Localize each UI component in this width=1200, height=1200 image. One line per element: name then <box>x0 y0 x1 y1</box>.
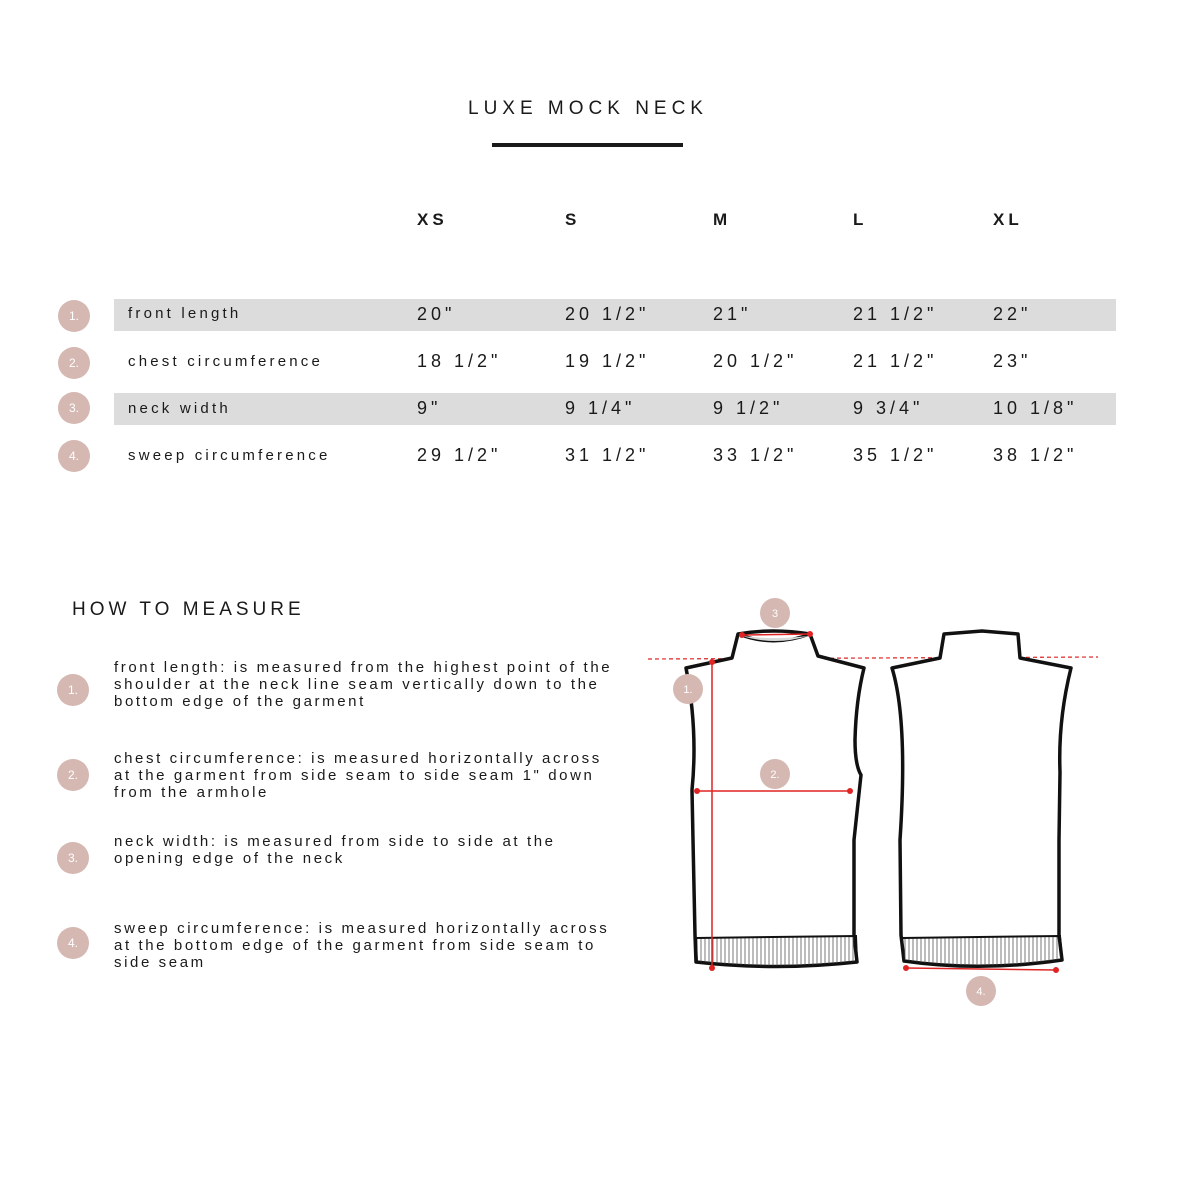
diagram-badge-sweep <box>966 976 996 1006</box>
cell-value: 29 1/2" <box>417 445 502 465</box>
cell-value: 20 1/2" <box>565 304 650 324</box>
cell-value: 9 1/4" <box>565 398 636 418</box>
svg-text:1.: 1. <box>683 684 693 696</box>
cell-value: 23" <box>993 351 1032 371</box>
diagram-badge-chest <box>760 759 790 789</box>
instruction-number-badge: 2. <box>57 759 89 791</box>
page-title: LUXE MOCK NECK <box>468 98 708 119</box>
instruction-front-length: front length: is measured from the highest point of the shoulder at the neck line seam vertically down to the bottom edge of the garment <box>114 659 613 710</box>
instruction-number-badge: 4. <box>57 927 89 959</box>
size-header-m: M <box>713 210 732 229</box>
instruction-sweep-circumference: sweep circumference: is measured horizontally across at the bottom edge of the garment from side seam to side seam <box>114 920 610 971</box>
cell-value: 20" <box>417 304 456 324</box>
cell-value: 35 1/2" <box>853 445 938 465</box>
cell-value: 10 1/8" <box>993 398 1078 418</box>
row-label-front-length: front length <box>128 305 242 322</box>
cell-value: 38 1/2" <box>993 445 1078 465</box>
row-number-badge: 3. <box>58 392 90 424</box>
cell-value: 20 1/2" <box>713 351 798 371</box>
row-number-badge: 1. <box>58 300 90 332</box>
cell-value: 18 1/2" <box>417 351 502 371</box>
svg-text:3: 3 <box>771 608 779 620</box>
size-header-l: L <box>853 210 868 229</box>
cell-value: 22" <box>993 304 1032 324</box>
row-label-sweep-circumference: sweep circumference <box>128 447 331 464</box>
row-label-chest-circumference: chest circumference <box>128 353 324 370</box>
cell-value: 33 1/2" <box>713 445 798 465</box>
instruction-number-badge: 1. <box>57 674 89 706</box>
instruction-neck-width: neck width: is measured from side to side at the opening edge of the neck <box>114 833 556 867</box>
cell-value: 21 1/2" <box>853 351 938 371</box>
back-garment-outline <box>892 631 1071 966</box>
svg-text:2.: 2. <box>770 769 780 781</box>
how-to-measure-heading: HOW TO MEASURE <box>72 599 305 620</box>
diagram-badge-neck <box>760 598 790 628</box>
cell-value: 21" <box>713 304 752 324</box>
row-label-neck-width: neck width <box>128 400 231 417</box>
cell-value: 21 1/2" <box>853 304 938 324</box>
svg-text:4.: 4. <box>976 986 986 998</box>
instruction-chest-circumference: chest circumference: is measured horizontally across at the garment from side seam to side seam 1" down from the armhole <box>114 750 602 801</box>
size-header-s: S <box>565 210 581 229</box>
row-number-badge: 4. <box>58 440 90 472</box>
row-number-badge: 2. <box>58 347 90 379</box>
diagram-badge-front-length <box>673 674 703 704</box>
instruction-number-badge: 3. <box>57 842 89 874</box>
cell-value: 9 1/2" <box>713 398 784 418</box>
cell-value: 9 3/4" <box>853 398 924 418</box>
cell-value: 19 1/2" <box>565 351 650 371</box>
size-header-xl: XL <box>993 210 1023 229</box>
cell-value: 9" <box>417 398 442 418</box>
cell-value: 31 1/2" <box>565 445 650 465</box>
size-header-xs: XS <box>417 210 448 229</box>
